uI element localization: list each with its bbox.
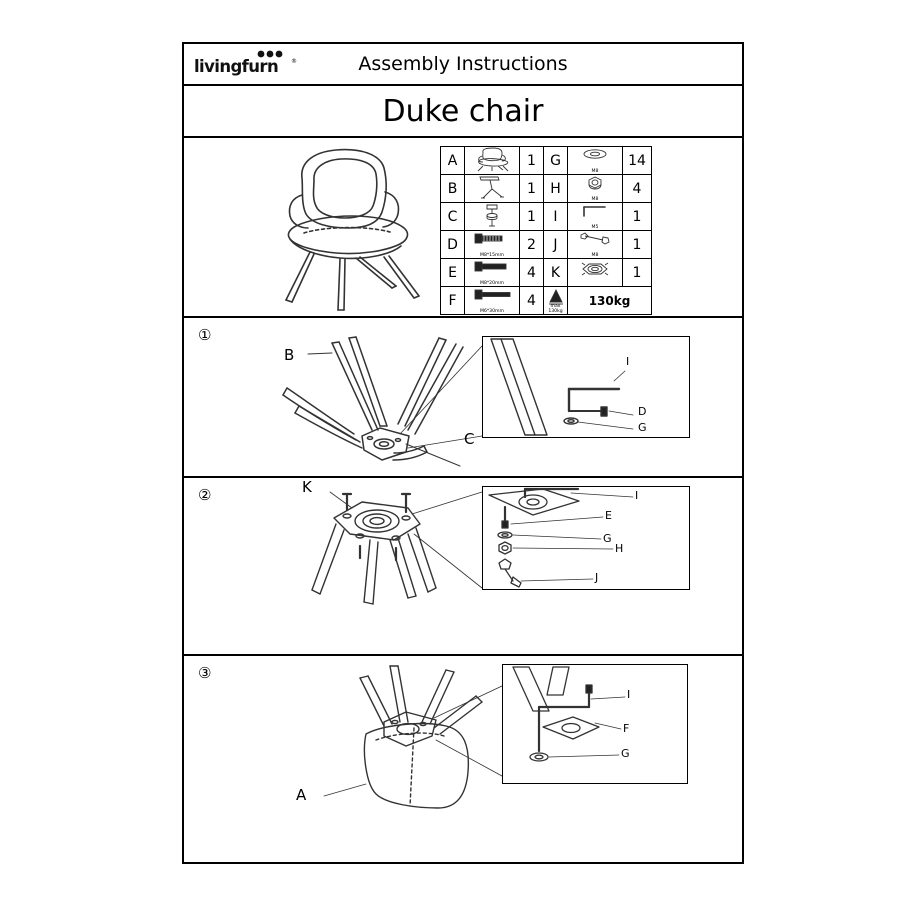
part-sublabel: M8 [591,197,599,202]
part-letter: F [441,287,465,315]
part-sublabel: M8*15mm [480,253,504,258]
part-letter: K [544,259,568,287]
table-row [441,175,652,203]
part-letter: I [544,203,568,231]
product-illustration [244,140,454,315]
detail-label-H: H [615,542,624,555]
swivel-plate-icon [568,259,622,286]
washer-icon [568,147,622,174]
part-sublabel: M5 [591,225,599,230]
part-qty: 4 [520,259,544,287]
header-row-brand [184,44,742,86]
bolt-icon [465,287,519,314]
part-qty: 1 [623,259,652,287]
detail-label-G: G [621,747,630,760]
step-number: ① [198,326,212,344]
step-1-label-C: C [464,430,475,448]
step-3-detail-illustration [503,665,687,783]
part-image-cell [465,147,520,175]
part-image-cell [568,231,623,259]
part-letter: H [544,175,568,203]
step-2-label-K: K [302,478,312,496]
lock-nut-icon [568,175,622,202]
header-row-product [184,86,742,138]
max-load-value: 130kg [568,287,652,315]
part-qty: 2 [520,231,544,259]
table-row [441,231,652,259]
part-image-cell [465,231,520,259]
detail-label-J: J [595,571,599,584]
part-qty: 4 [623,175,652,203]
detail-label-I: I [627,688,631,701]
brand-name: livingfurn [194,57,279,76]
assembly-step-2 [184,478,742,656]
step-3-label-A: A [296,786,307,804]
max-load-icon [544,287,567,314]
part-letter: C [441,203,465,231]
table-row [441,147,652,175]
chair-icon [465,147,519,174]
part-qty: 4 [520,287,544,315]
part-sublabel: max 130kg [548,304,563,314]
bolt-icon [465,231,519,258]
part-qty: 1 [520,203,544,231]
detail-label-G: G [638,421,647,434]
table-row [441,203,652,231]
product-name: Duke chair [382,93,544,129]
part-image-cell [544,287,568,315]
part-letter: J [544,231,568,259]
assembly-step-1 [184,318,742,478]
part-qty: 1 [623,203,652,231]
part-qty: 1 [520,175,544,203]
swivel-spindle-icon [465,203,519,230]
instruction-sheet [182,42,744,864]
part-image-cell [568,175,623,203]
step-number: ② [198,486,212,504]
leg-bracket-icon [465,175,519,202]
brand-registered-mark: ® [291,58,297,65]
step-2-detail-illustration [483,487,689,589]
part-letter: G [544,147,568,175]
step-1-detail-illustration [483,337,689,437]
allen-key-icon [568,203,622,230]
part-image-cell [568,203,623,231]
detail-label-I: I [626,355,630,368]
part-sublabel: M6*30mm [480,309,504,314]
part-sublabel: M8 [591,253,599,258]
part-letter: B [441,175,465,203]
parts-section [184,138,742,318]
bolt-icon [465,259,519,286]
part-sublabel: M8*20mm [480,281,504,286]
page-title: Assembly Instructions [358,53,568,75]
part-letter: A [441,147,465,175]
detail-label-D: D [638,405,647,418]
part-image-cell [465,287,520,315]
part-letter: E [441,259,465,287]
part-image-cell [465,175,520,203]
step-3-detail-box [502,664,688,784]
assembly-step-3 [184,656,742,856]
wrench-icon [568,231,622,258]
part-image-cell [465,203,520,231]
step-1-label-B: B [284,346,295,364]
part-qty: 1 [520,147,544,175]
parts-list-table [440,146,652,315]
detail-label-I: I [635,489,639,502]
part-letter: D [441,231,465,259]
step-1-detail-box [482,336,690,438]
step-2-detail-box [482,486,690,590]
detail-label-F: F [623,722,630,735]
step-number: ③ [198,664,212,682]
part-qty: 1 [623,231,652,259]
part-sublabel: M8 [591,169,599,174]
detail-label-E: E [605,509,612,522]
part-image-cell [568,147,623,175]
table-row [441,287,652,315]
table-row [441,259,652,287]
part-image-cell [465,259,520,287]
detail-label-G: G [603,532,612,545]
part-qty: 14 [623,147,652,175]
part-image-cell [568,259,623,287]
